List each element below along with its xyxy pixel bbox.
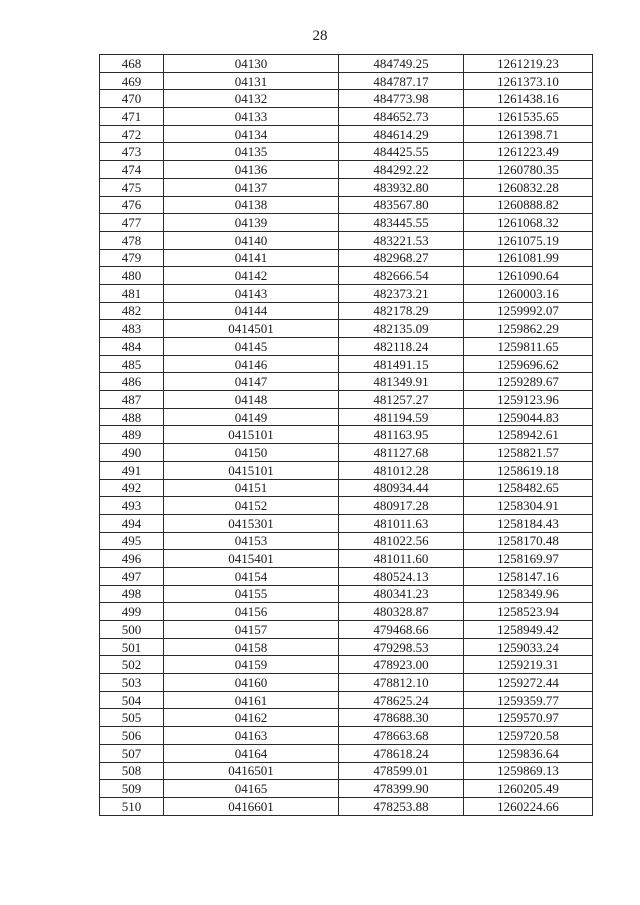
row-number-cell: 488	[100, 408, 164, 426]
row-number-cell: 506	[100, 727, 164, 745]
point-id-cell: 04165	[164, 780, 339, 798]
point-id-cell: 04147	[164, 373, 339, 391]
y-coordinate-cell: 1259359.77	[464, 691, 593, 709]
row-number-cell: 490	[100, 444, 164, 462]
row-number-cell: 473	[100, 143, 164, 161]
point-id-cell: 0415401	[164, 550, 339, 568]
point-id-cell: 04140	[164, 231, 339, 249]
y-coordinate-cell: 1260224.66	[464, 797, 593, 815]
table-row	[100, 444, 593, 462]
y-coordinate-cell: 1258349.96	[464, 585, 593, 603]
y-coordinate-cell: 1261535.65	[464, 108, 593, 126]
point-id-cell: 04138	[164, 196, 339, 214]
y-coordinate-cell: 1261398.71	[464, 125, 593, 143]
y-coordinate-cell: 1258169.97	[464, 550, 593, 568]
point-id-cell: 04143	[164, 284, 339, 302]
row-number-cell: 481	[100, 284, 164, 302]
point-id-cell: 04133	[164, 108, 339, 126]
row-number-cell: 505	[100, 709, 164, 727]
table-row	[100, 408, 593, 426]
row-number-cell: 482	[100, 302, 164, 320]
point-id-cell: 04162	[164, 709, 339, 727]
x-coordinate-cell: 480917.28	[339, 497, 464, 515]
point-id-cell: 04163	[164, 727, 339, 745]
y-coordinate-cell: 1259044.83	[464, 408, 593, 426]
y-coordinate-cell: 1259862.29	[464, 320, 593, 338]
x-coordinate-cell: 484292.22	[339, 161, 464, 179]
table-row	[100, 125, 593, 143]
row-number-cell: 477	[100, 214, 164, 232]
table-row	[100, 196, 593, 214]
point-id-cell: 04132	[164, 90, 339, 108]
row-number-cell: 470	[100, 90, 164, 108]
y-coordinate-cell: 1260888.82	[464, 196, 593, 214]
x-coordinate-cell: 480341.23	[339, 585, 464, 603]
y-coordinate-cell: 1259720.58	[464, 727, 593, 745]
x-coordinate-cell: 478812.10	[339, 674, 464, 692]
y-coordinate-cell: 1259811.65	[464, 338, 593, 356]
y-coordinate-cell: 1258482.65	[464, 479, 593, 497]
row-number-cell: 484	[100, 338, 164, 356]
row-number-cell: 499	[100, 603, 164, 621]
x-coordinate-cell: 481349.91	[339, 373, 464, 391]
point-id-cell: 04153	[164, 532, 339, 550]
row-number-cell: 475	[100, 178, 164, 196]
y-coordinate-cell: 1261373.10	[464, 72, 593, 90]
table-row	[100, 108, 593, 126]
point-id-cell: 04164	[164, 744, 339, 762]
row-number-cell: 507	[100, 744, 164, 762]
x-coordinate-cell: 483445.55	[339, 214, 464, 232]
y-coordinate-cell: 1260003.16	[464, 284, 593, 302]
y-coordinate-cell: 1258949.42	[464, 621, 593, 639]
point-id-cell: 0415101	[164, 426, 339, 444]
point-id-cell: 0416601	[164, 797, 339, 815]
row-number-cell: 487	[100, 391, 164, 409]
x-coordinate-cell: 481163.95	[339, 426, 464, 444]
y-coordinate-cell: 1258821.57	[464, 444, 593, 462]
row-number-cell: 491	[100, 461, 164, 479]
table-row	[100, 161, 593, 179]
point-id-cell: 04135	[164, 143, 339, 161]
y-coordinate-cell: 1261081.99	[464, 249, 593, 267]
table-row	[100, 585, 593, 603]
point-id-cell: 04142	[164, 267, 339, 285]
page-number: 28	[312, 28, 328, 44]
y-coordinate-cell: 1261223.49	[464, 143, 593, 161]
table-row	[100, 426, 593, 444]
table-row	[100, 497, 593, 515]
x-coordinate-cell: 480934.44	[339, 479, 464, 497]
y-coordinate-cell: 1261438.16	[464, 90, 593, 108]
x-coordinate-cell: 481012.28	[339, 461, 464, 479]
table-row	[100, 143, 593, 161]
x-coordinate-cell: 481194.59	[339, 408, 464, 426]
table-row	[100, 249, 593, 267]
y-coordinate-cell: 1259696.62	[464, 355, 593, 373]
row-number-cell: 502	[100, 656, 164, 674]
point-id-cell: 04145	[164, 338, 339, 356]
table-row	[100, 373, 593, 391]
point-id-cell: 04160	[164, 674, 339, 692]
table-row	[100, 550, 593, 568]
table-row	[100, 621, 593, 639]
x-coordinate-cell: 483932.80	[339, 178, 464, 196]
row-number-cell: 501	[100, 638, 164, 656]
table-row	[100, 267, 593, 285]
point-id-cell: 04159	[164, 656, 339, 674]
point-id-cell: 04151	[164, 479, 339, 497]
row-number-cell: 498	[100, 585, 164, 603]
x-coordinate-cell: 480524.13	[339, 567, 464, 585]
point-id-cell: 04137	[164, 178, 339, 196]
coordinates-table-body	[100, 55, 593, 816]
point-id-cell: 04146	[164, 355, 339, 373]
x-coordinate-cell: 479468.66	[339, 621, 464, 639]
x-coordinate-cell: 478399.90	[339, 780, 464, 798]
y-coordinate-cell: 1261075.19	[464, 231, 593, 249]
y-coordinate-cell: 1261219.23	[464, 55, 593, 73]
table-row	[100, 338, 593, 356]
table-row	[100, 72, 593, 90]
row-number-cell: 471	[100, 108, 164, 126]
y-coordinate-cell: 1259123.96	[464, 391, 593, 409]
table-row	[100, 320, 593, 338]
point-id-cell: 04131	[164, 72, 339, 90]
point-id-cell: 04157	[164, 621, 339, 639]
point-id-cell: 04155	[164, 585, 339, 603]
y-coordinate-cell: 1258304.91	[464, 497, 593, 515]
x-coordinate-cell: 481127.68	[339, 444, 464, 462]
table-row	[100, 797, 593, 815]
table-row	[100, 638, 593, 656]
y-coordinate-cell: 1259219.31	[464, 656, 593, 674]
row-number-cell: 508	[100, 762, 164, 780]
table-row	[100, 727, 593, 745]
row-number-cell: 504	[100, 691, 164, 709]
row-number-cell: 497	[100, 567, 164, 585]
point-id-cell: 0415301	[164, 514, 339, 532]
point-id-cell: 04130	[164, 55, 339, 73]
x-coordinate-cell: 478688.30	[339, 709, 464, 727]
row-number-cell: 472	[100, 125, 164, 143]
row-number-cell: 479	[100, 249, 164, 267]
table-row	[100, 178, 593, 196]
x-coordinate-cell: 481257.27	[339, 391, 464, 409]
table-row	[100, 762, 593, 780]
x-coordinate-cell: 478923.00	[339, 656, 464, 674]
x-coordinate-cell: 484652.73	[339, 108, 464, 126]
x-coordinate-cell: 478663.68	[339, 727, 464, 745]
x-coordinate-cell: 484425.55	[339, 143, 464, 161]
x-coordinate-cell: 478599.01	[339, 762, 464, 780]
row-number-cell: 500	[100, 621, 164, 639]
row-number-cell: 480	[100, 267, 164, 285]
row-number-cell: 483	[100, 320, 164, 338]
row-number-cell: 469	[100, 72, 164, 90]
x-coordinate-cell: 478618.24	[339, 744, 464, 762]
x-coordinate-cell: 482968.27	[339, 249, 464, 267]
point-id-cell: 04156	[164, 603, 339, 621]
table-row	[100, 355, 593, 373]
table-row	[100, 391, 593, 409]
x-coordinate-cell: 482178.29	[339, 302, 464, 320]
y-coordinate-cell: 1259272.44	[464, 674, 593, 692]
x-coordinate-cell: 479298.53	[339, 638, 464, 656]
table-row	[100, 231, 593, 249]
x-coordinate-cell: 482373.21	[339, 284, 464, 302]
point-id-cell: 04152	[164, 497, 339, 515]
x-coordinate-cell: 483221.53	[339, 231, 464, 249]
point-id-cell: 04158	[164, 638, 339, 656]
y-coordinate-cell: 1258170.48	[464, 532, 593, 550]
x-coordinate-cell: 481011.60	[339, 550, 464, 568]
y-coordinate-cell: 1258942.61	[464, 426, 593, 444]
table-row	[100, 780, 593, 798]
x-coordinate-cell: 482135.09	[339, 320, 464, 338]
y-coordinate-cell: 1260832.28	[464, 178, 593, 196]
point-id-cell: 0415101	[164, 461, 339, 479]
point-id-cell: 04149	[164, 408, 339, 426]
point-id-cell: 0416501	[164, 762, 339, 780]
x-coordinate-cell: 483567.80	[339, 196, 464, 214]
y-coordinate-cell: 1259836.64	[464, 744, 593, 762]
y-coordinate-cell: 1259869.13	[464, 762, 593, 780]
y-coordinate-cell: 1259992.07	[464, 302, 593, 320]
row-number-cell: 503	[100, 674, 164, 692]
table-row	[100, 691, 593, 709]
row-number-cell: 492	[100, 479, 164, 497]
row-number-cell: 478	[100, 231, 164, 249]
row-number-cell: 474	[100, 161, 164, 179]
table-row	[100, 479, 593, 497]
row-number-cell: 496	[100, 550, 164, 568]
row-number-cell: 510	[100, 797, 164, 815]
x-coordinate-cell: 484749.25	[339, 55, 464, 73]
y-coordinate-cell: 1260780.35	[464, 161, 593, 179]
y-coordinate-cell: 1258619.18	[464, 461, 593, 479]
x-coordinate-cell: 481022.56	[339, 532, 464, 550]
table-row	[100, 603, 593, 621]
table-row	[100, 709, 593, 727]
y-coordinate-cell: 1261068.32	[464, 214, 593, 232]
point-id-cell: 0414501	[164, 320, 339, 338]
row-number-cell: 494	[100, 514, 164, 532]
table-row	[100, 55, 593, 73]
table-row	[100, 302, 593, 320]
table-row	[100, 567, 593, 585]
table-row	[100, 214, 593, 232]
table-row	[100, 674, 593, 692]
y-coordinate-cell: 1259570.97	[464, 709, 593, 727]
table-row	[100, 744, 593, 762]
table-row	[100, 532, 593, 550]
x-coordinate-cell: 481491.15	[339, 355, 464, 373]
y-coordinate-cell: 1258147.16	[464, 567, 593, 585]
point-id-cell: 04154	[164, 567, 339, 585]
row-number-cell: 476	[100, 196, 164, 214]
point-id-cell: 04136	[164, 161, 339, 179]
row-number-cell: 489	[100, 426, 164, 444]
y-coordinate-cell: 1258523.94	[464, 603, 593, 621]
x-coordinate-cell: 482118.24	[339, 338, 464, 356]
table-row	[100, 656, 593, 674]
x-coordinate-cell: 484787.17	[339, 72, 464, 90]
point-id-cell: 04144	[164, 302, 339, 320]
coordinates-table	[99, 54, 593, 816]
point-id-cell: 04161	[164, 691, 339, 709]
point-id-cell: 04134	[164, 125, 339, 143]
x-coordinate-cell: 482666.54	[339, 267, 464, 285]
row-number-cell: 495	[100, 532, 164, 550]
x-coordinate-cell: 480328.87	[339, 603, 464, 621]
table-row	[100, 514, 593, 532]
point-id-cell: 04150	[164, 444, 339, 462]
x-coordinate-cell: 478253.88	[339, 797, 464, 815]
table-row	[100, 90, 593, 108]
point-id-cell: 04148	[164, 391, 339, 409]
point-id-cell: 04139	[164, 214, 339, 232]
row-number-cell: 486	[100, 373, 164, 391]
y-coordinate-cell: 1259289.67	[464, 373, 593, 391]
y-coordinate-cell: 1261090.64	[464, 267, 593, 285]
point-id-cell: 04141	[164, 249, 339, 267]
row-number-cell: 493	[100, 497, 164, 515]
row-number-cell: 468	[100, 55, 164, 73]
row-number-cell: 485	[100, 355, 164, 373]
y-coordinate-cell: 1260205.49	[464, 780, 593, 798]
row-number-cell: 509	[100, 780, 164, 798]
table-row	[100, 461, 593, 479]
x-coordinate-cell: 478625.24	[339, 691, 464, 709]
table-row	[100, 284, 593, 302]
y-coordinate-cell: 1259033.24	[464, 638, 593, 656]
x-coordinate-cell: 484773.98	[339, 90, 464, 108]
x-coordinate-cell: 484614.29	[339, 125, 464, 143]
x-coordinate-cell: 481011.63	[339, 514, 464, 532]
y-coordinate-cell: 1258184.43	[464, 514, 593, 532]
